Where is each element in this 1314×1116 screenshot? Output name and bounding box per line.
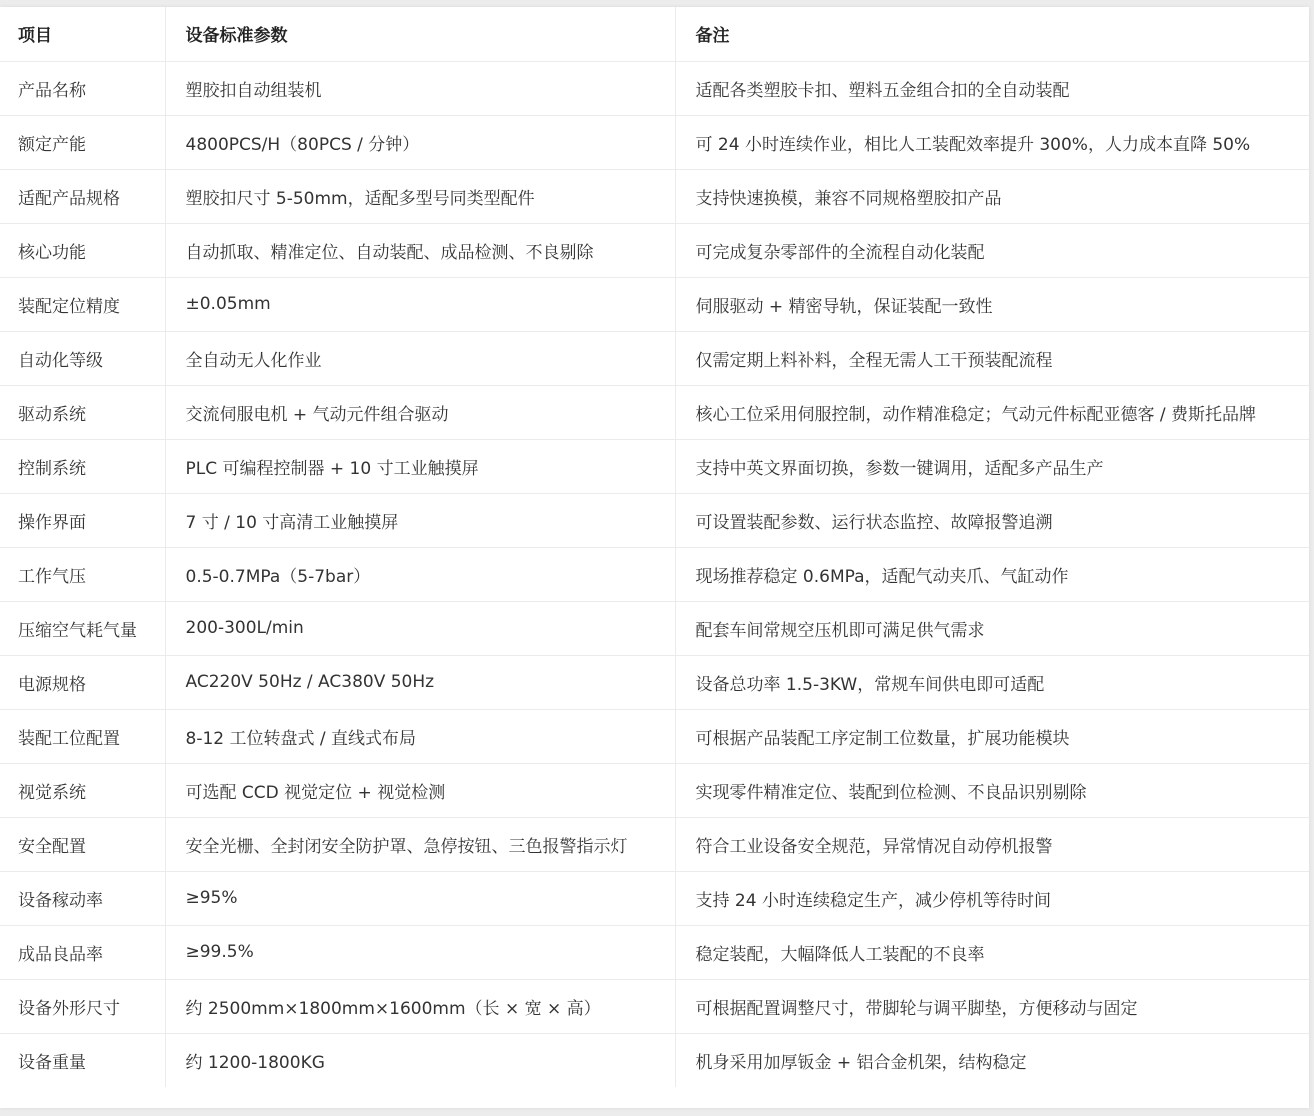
row-standard-param-cell: 安全光栅、全封闭安全防护罩、急停按钮、三色报警指示灯 xyxy=(165,817,675,871)
row-item-cell: 产品名称 xyxy=(0,61,165,115)
row-remark-cell: 支持 24 小时连续稳定生产，减少停机等待时间 xyxy=(675,871,1309,925)
row-item-cell: 适配产品规格 xyxy=(0,169,165,223)
row-remark-cell: 支持快速换模，兼容不同规格塑胶扣产品 xyxy=(675,169,1309,223)
row-remark-cell: 符合工业设备安全规范，异常情况自动停机报警 xyxy=(675,817,1309,871)
row-item-cell: 成品良品率 xyxy=(0,925,165,979)
row-item-cell: 设备外形尺寸 xyxy=(0,979,165,1033)
row-item-cell: 设备稼动率 xyxy=(0,871,165,925)
row-remark-cell: 可设置装配参数、运行状态监控、故障报警追溯 xyxy=(675,493,1309,547)
row-standard-param-cell: ±0.05mm xyxy=(165,277,675,331)
table-row xyxy=(0,601,1309,655)
row-remark-cell: 核心工位采用伺服控制，动作精准稳定；气动元件标配亚德客 / 费斯托品牌 xyxy=(675,385,1309,439)
row-item-cell: 操作界面 xyxy=(0,493,165,547)
header-remarks: 备注 xyxy=(675,7,1309,61)
table-row xyxy=(0,493,1309,547)
row-remark-cell: 设备总功率 1.5-3KW，常规车间供电即可适配 xyxy=(675,655,1309,709)
table-row xyxy=(0,223,1309,277)
table-row xyxy=(0,169,1309,223)
spec-table xyxy=(0,7,1309,1087)
row-item-cell: 核心功能 xyxy=(0,223,165,277)
table-row xyxy=(0,979,1309,1033)
row-remark-cell: 配套车间常规空压机即可满足供气需求 xyxy=(675,601,1309,655)
row-remark-cell: 可根据产品装配工序定制工位数量，扩展功能模块 xyxy=(675,709,1309,763)
row-standard-param-cell: 约 1200-1800KG xyxy=(165,1033,675,1087)
row-standard-param-cell: AC220V 50Hz / AC380V 50Hz xyxy=(165,655,675,709)
row-standard-param-cell: 约 2500mm×1800mm×1600mm（长 × 宽 × 高） xyxy=(165,979,675,1033)
table-row xyxy=(0,61,1309,115)
row-item-cell: 电源规格 xyxy=(0,655,165,709)
row-remark-cell: 稳定装配，大幅降低人工装配的不良率 xyxy=(675,925,1309,979)
row-remark-cell: 可根据配置调整尺寸，带脚轮与调平脚垫，方便移动与固定 xyxy=(675,979,1309,1033)
row-standard-param-cell: 塑胶扣自动组装机 xyxy=(165,61,675,115)
row-item-cell: 压缩空气耗气量 xyxy=(0,601,165,655)
row-item-cell: 装配定位精度 xyxy=(0,277,165,331)
table-row xyxy=(0,277,1309,331)
row-standard-param-cell: 7 寸 / 10 寸高清工业触摸屏 xyxy=(165,493,675,547)
table-row xyxy=(0,871,1309,925)
table-row xyxy=(0,763,1309,817)
row-item-cell: 控制系统 xyxy=(0,439,165,493)
table-row xyxy=(0,655,1309,709)
table-row xyxy=(0,331,1309,385)
row-standard-param-cell: 8-12 工位转盘式 / 直线式布局 xyxy=(165,709,675,763)
row-standard-param-cell: 全自动无人化作业 xyxy=(165,331,675,385)
table-row xyxy=(0,439,1309,493)
row-standard-param-cell: 自动抓取、精准定位、自动装配、成品检测、不良剔除 xyxy=(165,223,675,277)
row-remark-cell: 伺服驱动 + 精密导轨，保证装配一致性 xyxy=(675,277,1309,331)
row-item-cell: 设备重量 xyxy=(0,1033,165,1087)
row-standard-param-cell: 塑胶扣尺寸 5-50mm，适配多型号同类型配件 xyxy=(165,169,675,223)
row-standard-param-cell: ≥99.5% xyxy=(165,925,675,979)
row-item-cell: 驱动系统 xyxy=(0,385,165,439)
spec-sheet xyxy=(0,7,1309,1108)
row-standard-param-cell: 交流伺服电机 + 气动元件组合驱动 xyxy=(165,385,675,439)
header-standard-params: 设备标准参数 xyxy=(165,7,675,61)
table-row xyxy=(0,115,1309,169)
row-remark-cell: 现场推荐稳定 0.6MPa，适配气动夹爪、气缸动作 xyxy=(675,547,1309,601)
row-remark-cell: 可 24 小时连续作业，相比人工装配效率提升 300%，人力成本直降 50% xyxy=(675,115,1309,169)
row-remark-cell: 实现零件精准定位、装配到位检测、不良品识别剔除 xyxy=(675,763,1309,817)
row-item-cell: 工作气压 xyxy=(0,547,165,601)
row-remark-cell: 机身采用加厚钣金 + 铝合金机架，结构稳定 xyxy=(695,1052,1027,1073)
header-item: 项目 xyxy=(0,7,165,61)
table-row xyxy=(0,709,1309,763)
table-header-row xyxy=(0,7,1309,61)
row-item-cell: 额定产能 xyxy=(0,115,165,169)
row-item-cell: 自动化等级 xyxy=(0,331,165,385)
row-remark-cell: 仅需定期上料补料，全程无需人工干预装配流程 xyxy=(675,331,1309,385)
table-row xyxy=(0,547,1309,601)
row-standard-param-cell: 4800PCS/H（80PCS / 分钟） xyxy=(165,115,675,169)
row-standard-param-cell: ≥95% xyxy=(165,871,675,925)
row-remark-cell: 可完成复杂零部件的全流程自动化装配 xyxy=(675,223,1309,277)
table-row xyxy=(0,1033,1309,1087)
row-standard-param-cell: PLC 可编程控制器 + 10 寸工业触摸屏 xyxy=(165,439,675,493)
row-item-cell: 装配工位配置 xyxy=(0,709,165,763)
row-standard-param-cell: 0.5-0.7MPa（5-7bar） xyxy=(165,547,675,601)
row-remark-cell: 支持中英文界面切换，参数一键调用，适配多产品生产 xyxy=(675,439,1309,493)
row-standard-param-cell: 可选配 CCD 视觉定位 + 视觉检测 xyxy=(165,763,675,817)
table-row xyxy=(0,925,1309,979)
table-row xyxy=(0,817,1309,871)
row-remark-cell: 适配各类塑胶卡扣、塑料五金组合扣的全自动装配 xyxy=(675,61,1309,115)
row-item-cell: 视觉系统 xyxy=(0,763,165,817)
table-row xyxy=(0,385,1309,439)
row-standard-param-cell: 200-300L/min xyxy=(165,601,675,655)
row-item-cell: 安全配置 xyxy=(0,817,165,871)
